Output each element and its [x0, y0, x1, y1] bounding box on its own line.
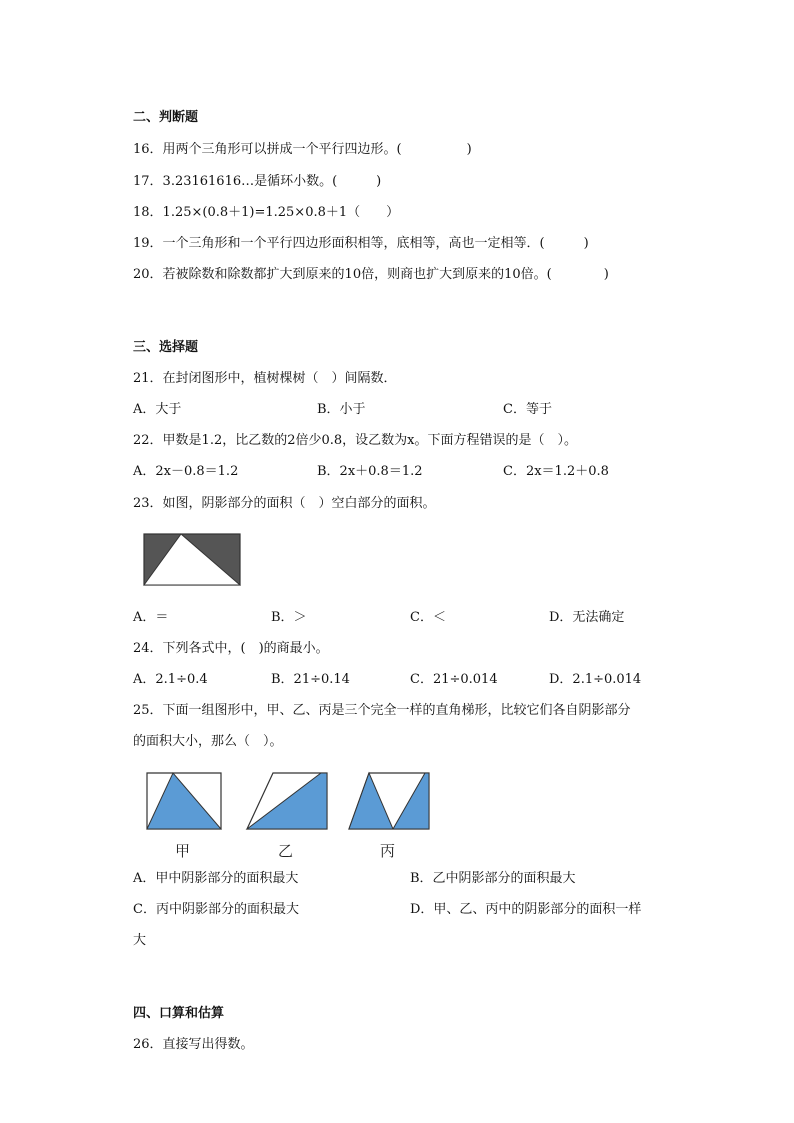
- question-24-stem: 24．下列各式中，( )的商最小。: [133, 641, 329, 656]
- q25-figure-jia: [145, 771, 223, 831]
- question-20: 20．若被除数和除数都扩大到原来的10倍，则商也扩大到原来的10倍。( ): [133, 267, 609, 282]
- q21-option-a: A．大于: [133, 402, 182, 417]
- section-title-mental-arithmetic: 四、口算和估算: [133, 1006, 225, 1021]
- q25-figure-yi: [245, 771, 329, 831]
- question-21-stem: 21．在封闭图形中，植树棵树（ ）间隔数．: [133, 371, 397, 386]
- section-title-judgement: 二、判断题: [133, 110, 199, 125]
- q25-figure-bing: [347, 771, 431, 831]
- q21-option-c: C．等于: [503, 402, 552, 417]
- question-25-stem-line1: 25．下面一组图形中，甲、乙、丙是三个完全一样的直角梯形，比较它们各自阴影部分: [133, 703, 631, 718]
- question-19: 19．一个三角形和一个平行四边形面积相等，底相等，高也一定相等．( ): [133, 236, 589, 251]
- question-25-stem-line2: 的面积大小，那么（ ）。: [133, 734, 283, 749]
- section-title-choice: 三、选择题: [133, 340, 199, 355]
- q24-option-d: D．2.1÷0.014: [549, 672, 642, 687]
- q25-option-b: B．乙中阴影部分的面积最大: [410, 871, 576, 886]
- q23-option-a: A．＝: [133, 610, 169, 625]
- q25-option-d-wrap: 大: [133, 933, 147, 948]
- q25-option-a: A．甲中阴影部分的面积最大: [133, 871, 299, 886]
- q25-option-c: C．丙中阴影部分的面积最大: [133, 902, 299, 917]
- question-17: 17．3.23161616…是循环小数。( ): [133, 174, 382, 189]
- q25-option-d: D．甲、乙、丙中的阴影部分的面积一样: [410, 902, 642, 917]
- q23-option-b: B．＞: [271, 610, 307, 625]
- q24-option-a: A．2.1÷0.4: [133, 672, 208, 687]
- q24-option-b: B．21÷0.14: [271, 672, 350, 687]
- q24-option-c: C．21÷0.014: [410, 672, 498, 687]
- question-26: 26．直接写出得数。: [133, 1037, 254, 1052]
- q21-option-b: B．小于: [317, 402, 366, 417]
- q22-option-a: A．2x－0.8＝1.2: [133, 464, 239, 479]
- q25-label-jia: 甲: [175, 842, 191, 860]
- question-23-stem: 23．如图，阴影部分的面积（ ）空白部分的面积。: [133, 496, 436, 511]
- q22-option-c: C．2x＝1.2＋0.8: [503, 464, 609, 479]
- q25-label-yi: 乙: [278, 842, 294, 860]
- q25-label-bing: 丙: [380, 842, 396, 860]
- question-16: 16．用两个三角形可以拼成一个平行四边形。( ): [133, 142, 472, 157]
- q23-figure-rectangle-triangle: [143, 533, 241, 586]
- q23-option-d: D．无法确定: [549, 610, 625, 625]
- q22-option-b: B．2x＋0.8＝1.2: [317, 464, 423, 479]
- question-18: 18．1.25×(0.8＋1)=1.25×0.8＋1（ ）: [133, 205, 400, 220]
- q23-option-c: C．＜: [410, 610, 446, 625]
- question-22-stem: 22．甲数是1.2，比乙数的2倍少0.8，设乙数为x。下面方程错误的是（ ）。: [133, 433, 577, 448]
